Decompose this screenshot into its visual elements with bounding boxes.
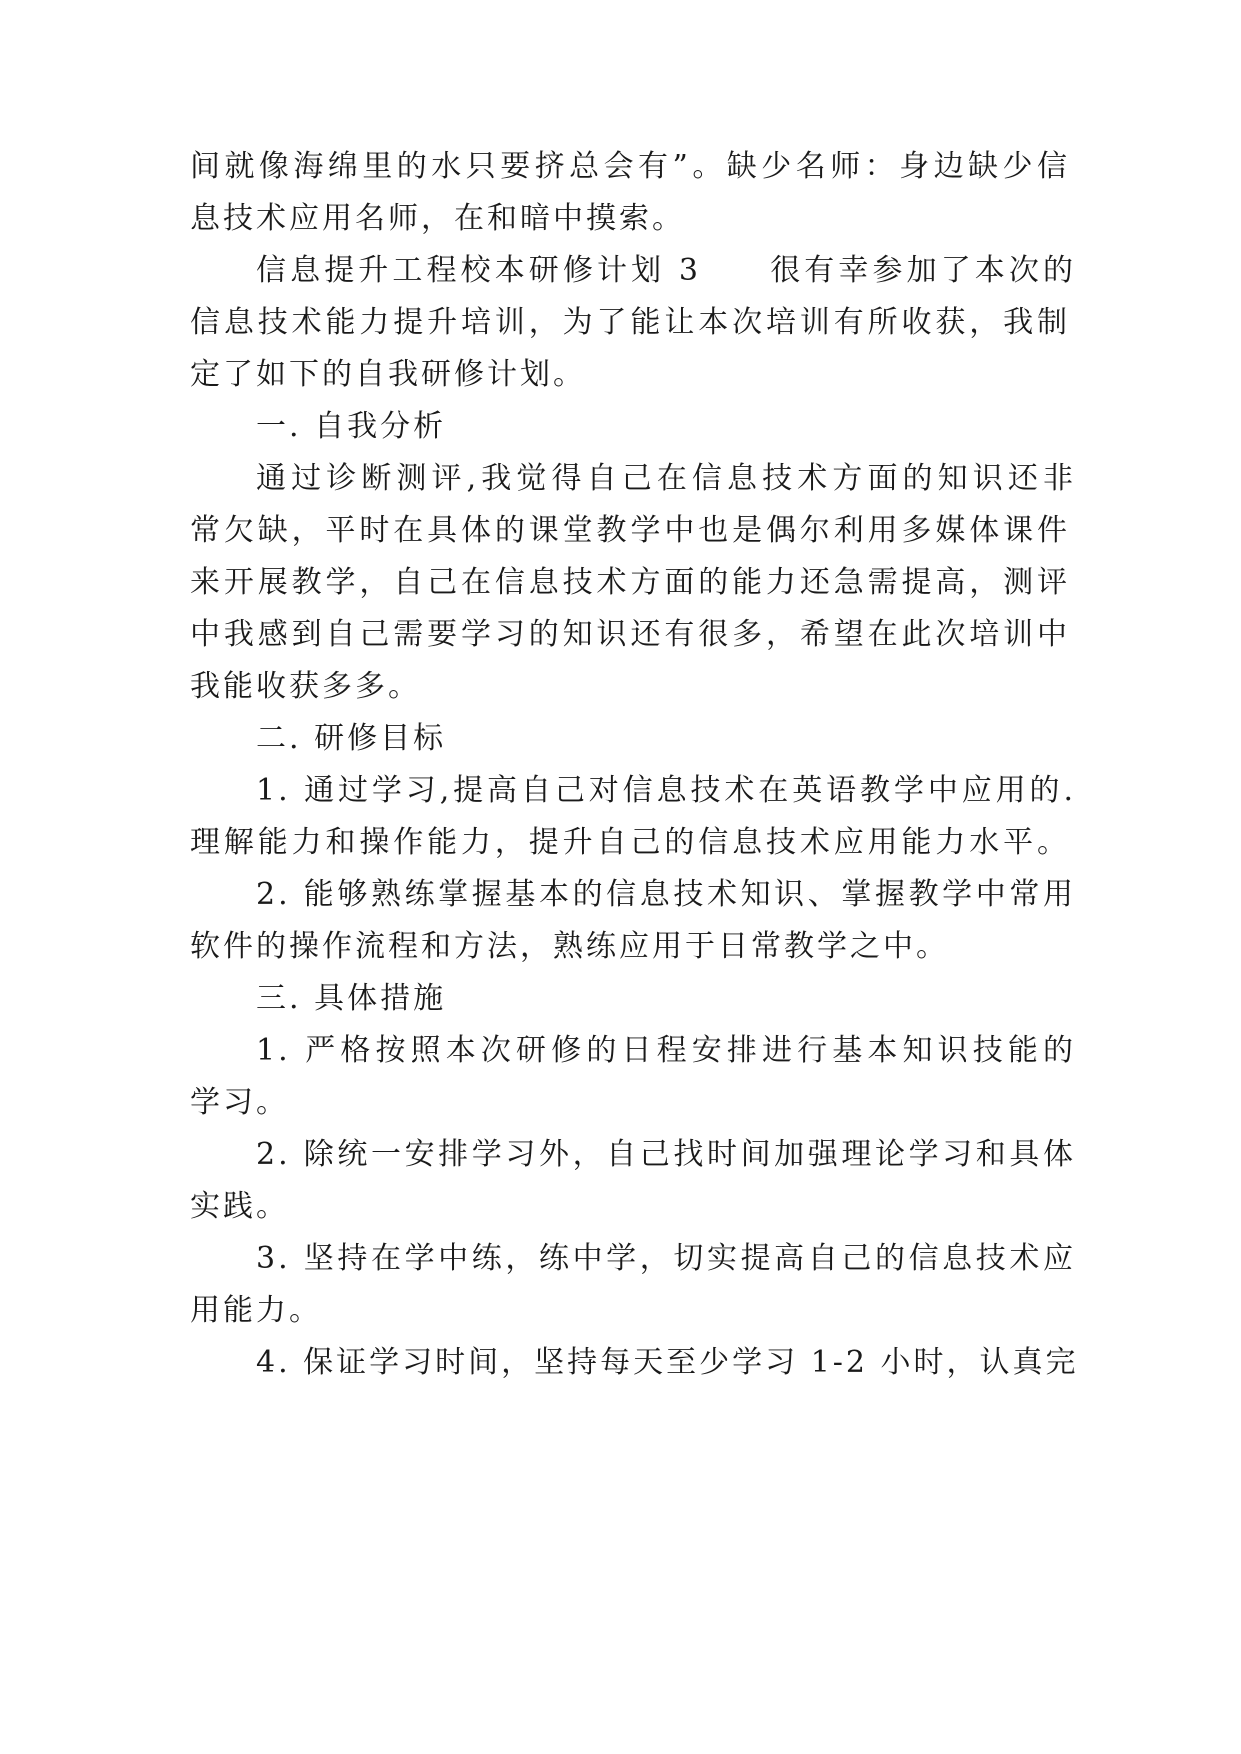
list-item-line: 2. 能够熟练掌握基本的信息技术知识、掌握教学中常用 xyxy=(256,877,1076,912)
body-text-line: 定了如下的自我研修计划。 xyxy=(190,357,586,392)
body-text-line: 息技术应用名师，在和暗中摸索。 xyxy=(190,201,685,236)
list-item-line: 1. 通过学习,提高自己对信息技术在英语教学中应用的. xyxy=(256,773,1076,808)
body-text-line: 我能收获多多。 xyxy=(190,669,421,704)
body-text-line: 通过诊断测评,我觉得自己在信息技术方面的知识还非 xyxy=(256,461,1076,496)
list-item-line: 2. 除统一安排学习外，自己找时间加强理论学习和具体 xyxy=(256,1137,1076,1172)
heading-specific-measures: 三. 具体措施 xyxy=(256,981,447,1016)
body-text-line: 学习。 xyxy=(190,1085,289,1120)
body-text-line: 软件的操作流程和方法，熟练应用于日常教学之中。 xyxy=(190,929,949,964)
list-item-line: 3. 坚持在学中练，练中学，切实提高自己的信息技术应 xyxy=(256,1241,1076,1276)
list-item-line: 4. 保证学习时间，坚持每天至少学习 1-2 小时，认真完 xyxy=(256,1345,1079,1380)
body-text-line: 间就像海绵里的水只要挤总会有”。缺少名师：身边缺少信 xyxy=(190,149,1070,184)
body-text-line: 用能力。 xyxy=(190,1293,322,1328)
heading-study-goals: 二. 研修目标 xyxy=(256,721,447,756)
body-text-line: 中我感到自己需要学习的知识还有很多，希望在此次培训中 xyxy=(190,617,1070,652)
body-text-line: 理解能力和操作能力，提升自己的信息技术应用能力水平。 xyxy=(190,825,1070,860)
body-text-line: 来开展教学，自己在信息技术方面的能力还急需提高，测评 xyxy=(190,565,1070,600)
list-item-line: 1. 严格按照本次研修的日程安排进行基本知识技能的 xyxy=(256,1033,1076,1068)
heading-self-analysis: 一. 自我分析 xyxy=(256,409,447,444)
body-text-line: 常欠缺，平时在具体的课堂教学中也是偶尔利用多媒体课件 xyxy=(190,513,1070,548)
body-text-line: 实践。 xyxy=(190,1189,289,1224)
section-title-line: 信息提升工程校本研修计划 3 很有幸参加了本次的 xyxy=(256,253,1076,288)
body-text-line: 信息技术能力提升培训，为了能让本次培训有所收获，我制 xyxy=(190,305,1070,340)
